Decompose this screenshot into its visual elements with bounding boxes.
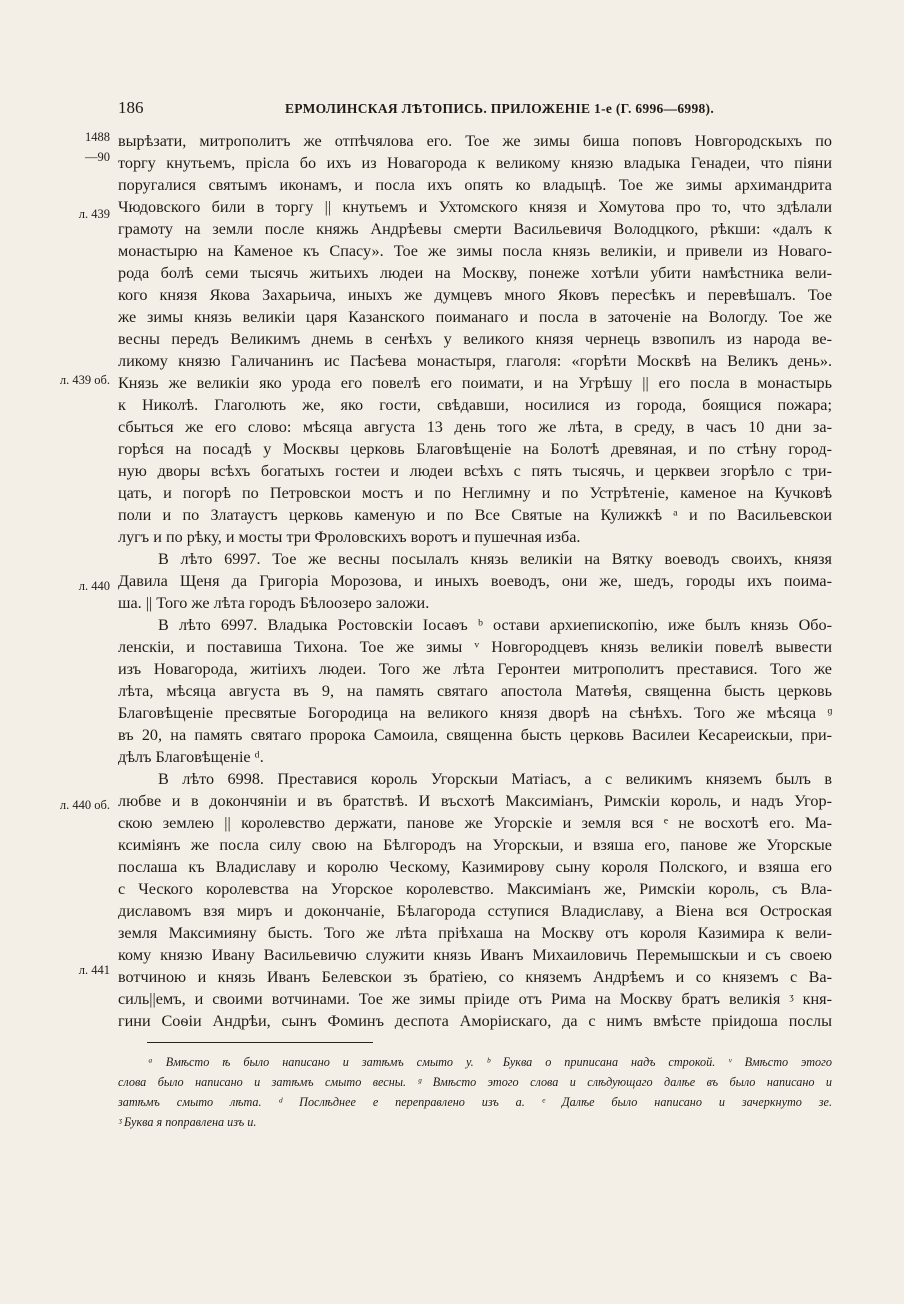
footnote-line: затѣмъ смыто лѣта. ᵈ Послѣднее е переправлено изъ а. ᵉ Далѣе было написано и зачеркнуто зе.: [118, 1095, 832, 1109]
text-line: кому князю Ивану Васильевичю служити князь Иванъ Михаиловичь Перемышскыи и съ своею: [118, 946, 832, 964]
text-line: лѣта, мѣсяца августа въ 9, на память святаго апостола Матѳѣя, священна бысть церковь: [118, 682, 832, 700]
margin-note: л. 439 об.: [59, 373, 110, 387]
footnote-rule: [147, 1042, 373, 1043]
text-line: силь||емъ, и своими вотчинами. Тое же зимы пріиде отъ Рима на Москву братъ великія ᶾ кня-: [118, 990, 832, 1008]
margin-note: л. 439: [78, 207, 110, 221]
text-line: послаша къ Владиславу и королю Ческому, Казимирову сыну короля Полского, и взяша его: [118, 858, 832, 876]
text-line: поругалися святымъ иконамъ, и посла ихъ опять ко владыцѣ. Тое же зимы архимандрита: [118, 176, 832, 194]
text-line: поли и по Златаустъ церковь каменую и по Все Святые на Кулижкѣ ᵃ и по Васильевскои: [118, 506, 832, 524]
text-line: грамоту на земли после княжь Андрѣевы смерти Васильевичя Володцкого, рѣкши: «далъ к: [118, 220, 832, 238]
text-line: горѣся на посадѣ у Москвы церковь Благовѣщеніе на Болотѣ древяная, и по стѣну город-: [118, 440, 832, 458]
text-line: В лѣто 6998. Преставися король Угорскыи Матіасъ, а с великимъ княземъ былъ в: [158, 770, 832, 788]
text-line: рода болѣ семи тысячь житьихъ людеи на Москву, понеже хотѣли убити намѣстника вели-: [118, 264, 832, 282]
text-line: скою землею || королевство держати, панове же Угорскіе и земля вся ᵉ не восхотѣ его. Ма-: [118, 814, 832, 832]
text-line: дѣлъ Благовѣщеніе ᵈ.: [118, 748, 264, 766]
text-line: же зимы князь великіи царя Казанского поиманаго и посла в заточеніе на Вологду. Тое же: [118, 308, 832, 326]
text-line: диславомъ взя миръ и докончаніе, Бѣлагорода сступися Владиславу, а Віена вся Остроская: [118, 902, 832, 920]
margin-note: 1488: [85, 130, 110, 144]
text-line: В лѣто 6997. Владыка Ростовскіи Іосаѳъ ᵇ остави архиепископію, иже былъ князь Обо-: [158, 616, 832, 634]
text-line: В лѣто 6997. Тое же весны посылалъ князь великіи на Вятку воеводъ своихъ, князя: [158, 550, 832, 568]
text-line: въ 20, на память святаго пророка Самоила, священна бысть церковь Василеи Кесареискыи, при-: [118, 726, 832, 744]
text-line: торгу кнутьемъ, прісла бо ихъ из Новагорода к великому князю владыка Генадеи, что піяни: [118, 154, 832, 172]
text-line: лугъ и по рѣку, и мосты три Фроловскихъ воротъ и пушечная изба.: [118, 528, 581, 546]
text-line: весны передъ Великимъ днемь в сенѣхъ у великого князя чернець взвопилъ из народа ве-: [118, 330, 832, 348]
text-line: гини Соѳіи Андрѣи, сынъ Фоминъ деспота Аморіискаго, да с нимъ вмѣсте пріидоша послы: [118, 1012, 832, 1030]
text-line: кого князя Якова Захарьича, иныхъ же думцевъ много Яковъ пересѣкъ и перевѣшалъ. Тое: [118, 286, 832, 304]
text-line: ша. || Того же лѣта городъ Бѣлоозеро заложи.: [118, 594, 430, 612]
page-number: 186: [118, 98, 144, 117]
text-line: ленскіи, и поставиша Тихона. Тое же зимы ᵛ Новгородцевъ князь великіи повелѣ вывести: [118, 638, 832, 656]
text-line: Чюдовского били в торгу || кнутьемъ и Ухтомского князя и Хомутова про то, что здѣлали: [118, 198, 832, 216]
text-line: монастырю на Каменое къ Спасу». Тое же зимы посла князь великіи, и привели из Новаго-: [118, 242, 832, 260]
footnote-line: слова было написано и затѣмъ смыто весны. ᶢ Вмѣсто этого слова и слѣдующаго далѣе въ было написано и: [118, 1075, 832, 1089]
text-line: земля Максимияну бысть. Того же лѣта пріѣхаша на Москву отъ короля Казимира к вели-: [118, 924, 832, 942]
text-line: к Николѣ. Глаголють же, яко гости, свѣдавши, носилися из города, боящися пожара;: [118, 396, 832, 414]
footnote-line: ᶾ Буква я поправлена изъ и.: [118, 1115, 257, 1129]
text-line: ную дворы всѣхъ богатыхъ гостеи и людеи всѣхъ с пять тысячь, и церквеи згорѣло с три-: [118, 462, 832, 480]
text-line: Князь же великіи яко урода его повелѣ его поимати, и на Угрѣшу || его посла в монастырь: [118, 374, 832, 392]
margin-note: л. 440: [78, 579, 110, 593]
margin-note: л. 440 об.: [59, 798, 110, 812]
text-line: с Ческого королевства на Угорское королевство. Максиміанъ же, Римскіи король, съ Вла-: [118, 880, 832, 898]
text-line: Благовѣщеніе пресвятые Богородица на великого князя дворѣ на сѣнѣхъ. Того же мѣсяца ᶢ: [118, 704, 832, 722]
text-line: любве и в докончяніи и въ братствѣ. И въсхотѣ Максиміанъ, Римскіи король, и надъ Угор-: [118, 792, 832, 810]
footnote-line: ᵃ Вмѣсто ѣ было написано и затѣмъ смыто у. ᵇ Буква о приписана надъ строкой. ᵛ Вмѣсто этого: [148, 1055, 832, 1069]
margin-note: л. 441: [78, 963, 110, 977]
text-line: изъ Новагорода, житіихъ людеи. Того же лѣта Геронтеи митрополитъ преставися. Того же: [118, 660, 832, 678]
text-line: ксиміянъ же посла силу свою на Бѣлгородъ на Угорскыи, и взяша его, панове же Угорскые: [118, 836, 832, 854]
margin-note: —90: [85, 150, 110, 164]
text-line: Давила Щеня да Григоріа Морозова, и иныхъ воеводъ, они же, шедъ, городы ихъ поима-: [118, 572, 832, 590]
text-line: сбыться же его слово: мѣсяца августа 13 день того же лѣта, в среду, в часъ 10 дни за-: [118, 418, 832, 436]
text-line: вырѣзати, митрополитъ же отпѣчялова его. Тое же зимы биша поповъ Новгородскыхъ по: [118, 132, 832, 150]
text-line: вотчиною и князь Иванъ Белевскои зъ братіею, со княземъ Андрѣемъ и со княземъ с Ва-: [118, 968, 832, 986]
text-line: цать, и погорѣ по Петровскои мостъ и по Неглимну и по Устрѣтеніе, каменое на Кучковѣ: [118, 484, 832, 502]
text-line: ликому князю Галичанинъ ис Пасѣева монастыря, глаголя: «горѣти Москвѣ на Великъ день».: [118, 352, 832, 370]
running-title: ЕРМОЛИНСКАЯ ЛѢТОПИСЬ. ПРИЛОЖЕНІЕ 1-е (Г. 6996—6998).: [285, 101, 715, 116]
